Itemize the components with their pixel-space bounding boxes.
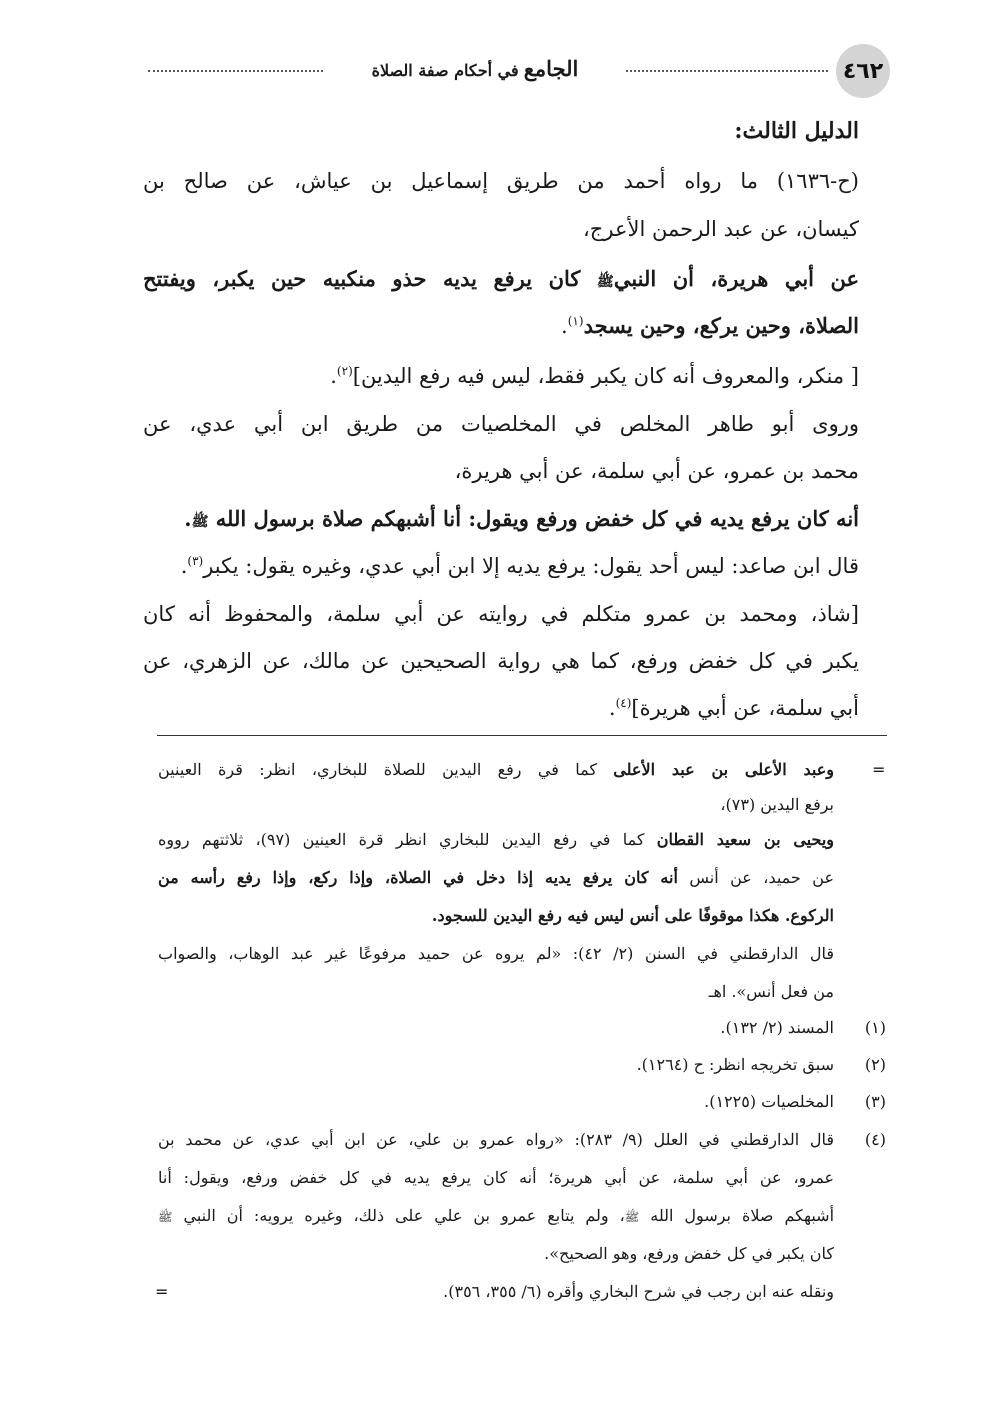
- footnote-number: (٢): [864, 1055, 886, 1074]
- footnote-line: ويحيى بن سعيد القطان كما في رفع اليدين للبخاري انظر قرة العينين (٩٧)، ثلاثتهم رووه: [158, 830, 835, 849]
- header-dotted-rule-left: [148, 70, 323, 72]
- footnote-3: المخلصيات (١٢٢٥).: [704, 1092, 834, 1111]
- salawat-glyph: ﷺ: [624, 1210, 640, 1224]
- footnote-number: (٤): [864, 1130, 886, 1149]
- footnote-number: (٣): [864, 1092, 886, 1111]
- footnote-line: عن حميد، عن أنس أنه كان يرفع يديه إذا دخل في الصلاة، وإذا ركع، وإذا رفع رأسه من: [158, 868, 835, 887]
- header-title-main: الجامع: [523, 56, 579, 81]
- footnote-1: المسند (٢/ ١٣٢).: [720, 1018, 834, 1037]
- footnote-4-line: ونقله عنه ابن رجب في شرح البخاري وأقره (٦/ ٣٥٥، ٣٥٦).: [443, 1282, 834, 1301]
- footnote-4-line: عمرو، عن أبي سلمة، عن أبي هريرة؛ أنه كان يرفع يديه في كل خفض ورفع، ويقول: أنا: [158, 1168, 834, 1187]
- ruling-text: [شاذ، ومحمد بن عمرو متكلم في روايته عن أبي سلمة، والمحفوظ أنه كان: [143, 602, 859, 626]
- continuation-marker: =: [155, 1282, 169, 1301]
- footnote-line: من فعل أنس». اهـ: [708, 982, 834, 1001]
- footnote-separator: [157, 735, 887, 736]
- hadith-text-line: أنه كان يرفع يديه في كل خفض ورفع ويقول: أنا أشبهكم صلاة برسول الله ﷺ.: [184, 506, 859, 531]
- running-header: [330, 56, 620, 81]
- continuation-marker: =: [872, 760, 886, 779]
- footnote-ref[interactable]: (١): [567, 314, 584, 328]
- salawat-glyph: ﷺ: [596, 274, 614, 290]
- ruling-text: أبي سلمة، عن أبي هريرة]$^{(٤)}$.: [608, 696, 859, 720]
- footnote-ref[interactable]: (٤): [615, 696, 632, 710]
- footnote-2: سبق تخريجه انظر: ح (١٢٦٤).: [636, 1055, 834, 1074]
- paragraph-line: محمد بن عمرو، عن أبي سلمة، عن أبي هريرة،: [454, 459, 859, 483]
- header-dotted-rule-right: [626, 70, 828, 72]
- footnote-4-line: أشبهكم صلاة برسول الله ﷺ، ولم يتابع عمرو بن علي على ذلك، وغيره يرويه: أن النبي ﷺ: [158, 1206, 835, 1225]
- footnote-number: (١): [864, 1018, 886, 1037]
- hadith-text-line: عن أبي هريرة، أن النبيﷺ كان يرفع يديه حذو منكبيه حين يكبر، ويفتتح: [143, 266, 859, 291]
- hadith-text-line: الصلاة، وحين يركع، وحين يسجد$^{(١)}$.: [561, 313, 859, 338]
- page-number: ٤٦٢: [836, 44, 890, 98]
- paragraph-line: (ح-١٦٣٦) ما رواه أحمد من طريق إسماعيل بن عياش، عن صالح بن: [143, 169, 859, 193]
- footnote-4-line: قال الدارقطني في العلل (٩/ ٢٨٣): «رواه عمرو بن علي، عن ابن أبي عدي، عن محمد بن: [158, 1130, 834, 1149]
- paragraph-line: قال ابن صاعد: ليس أحد يقول: يرفع يديه إلا ابن أبي عدي، وغيره يقول: يكبر$^{(٣)}$.: [180, 554, 859, 578]
- paragraph-line: كيسان، عن عبد الرحمن الأعرج،: [583, 217, 859, 241]
- header-title-sub: في أحكام صفة الصلاة: [371, 61, 519, 80]
- footnote-line: برفع اليدين (٧٣)،: [720, 795, 834, 814]
- section-heading: الدليل الثالث:: [734, 118, 859, 144]
- paragraph-line: وروى أبو طاهر المخلص في المخلصيات من طريق ابن أبي عدي، عن: [143, 412, 859, 436]
- ruling-text: يكبر في كل خفض ورفع، كما هي رواية الصحيحين عن مالك، عن الزهري، عن: [143, 649, 859, 673]
- ruling-text: [ منكر، والمعروف أنه كان يكبر فقط، ليس فيه رفع اليدين]$^{(٢)}$.: [330, 364, 859, 388]
- footnote-line: قال الدارقطني في السنن (٢/ ٤٢): «لم يروه عن حميد مرفوعًا غير عبد الوهاب، والصواب: [158, 944, 834, 963]
- salawat-glyph: ﷺ: [191, 514, 209, 530]
- footnote-line: وعبد الأعلى بن عبد الأعلى كما في رفع اليدين للصلاة للبخاري، انظر: قرة العينين: [158, 760, 834, 779]
- footnote-line: الركوع. هكذا موقوفًا على أنس ليس فيه رفع اليدين للسجود.: [431, 906, 834, 925]
- footnote-4-line: كان يكبر في كل خفض ورفع، وهو الصحيح».: [544, 1244, 834, 1263]
- footnote-ref[interactable]: (٢): [336, 364, 353, 378]
- footnote-ref[interactable]: (٣): [187, 554, 204, 568]
- salawat-glyph: ﷺ: [158, 1210, 173, 1224]
